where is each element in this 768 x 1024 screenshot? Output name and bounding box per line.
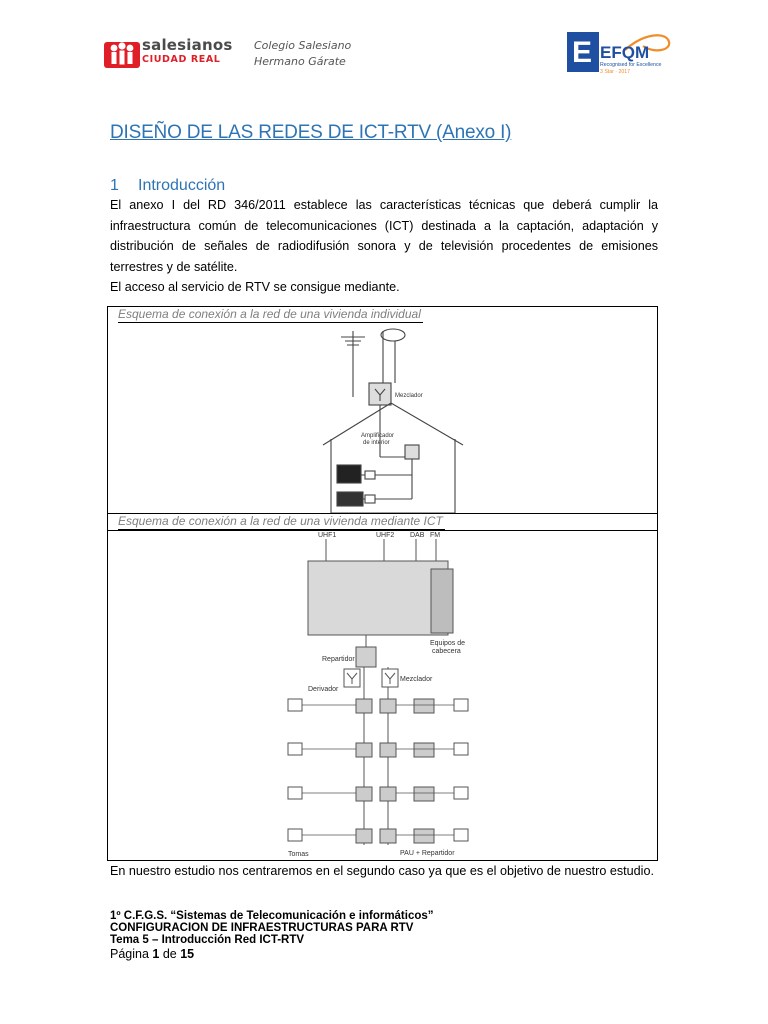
footer-module: CONFIGURACION DE INFRAESTRUCTURAS PARA RTV [110, 922, 414, 934]
fm-label: FM [430, 532, 441, 539]
page-current: 1 [152, 947, 160, 961]
school-name [254, 38, 351, 70]
efqm-logo [565, 28, 675, 86]
figure-2-caption: Esquema de conexión a la red de una vivienda mediante ICT [118, 514, 443, 528]
mixer-label: Mezclador [395, 393, 423, 399]
access-paragraph: El acceso al servicio de RTV se consigue mediante. [110, 280, 400, 294]
section-heading [110, 177, 225, 195]
page-title: DISEÑO DE LAS REDES DE ICT-RTV (Anexo I) [110, 122, 512, 143]
headend-label-2: cabecera [432, 648, 461, 655]
page-footer [110, 910, 434, 960]
figure-table [107, 306, 658, 861]
brand-city: CIUDAD REAL [142, 54, 221, 65]
section-number: 1 [110, 177, 119, 194]
ict-network-diagram [286, 529, 486, 859]
mixer-label: Mezclador [400, 676, 433, 683]
intro-paragraph: El anexo I del RD 346/2011 establece las características técnicas que deberá cumplir la infraestructura común de telecomunicaciones (ICT) destinada a la captación, adaptación y distribución de señales de radiodifusión sonora y de televisión procedentes de emisiones terrestres y de satélite. [110, 198, 658, 274]
efqm-subtitle: Recognised for Excellence [600, 62, 662, 68]
svg-text:E: E [572, 36, 593, 69]
headend-label-1: Equipos de [430, 640, 466, 647]
splitter-label: Repartidor [322, 656, 355, 663]
school-line-2: Hermano Gárate [254, 55, 346, 68]
amplifier-label-1: Amplificador [361, 433, 395, 439]
footer-course: 1º C.F.G.S. “Sistemas de Telecomunicación e informáticos” [110, 910, 434, 922]
uhf1-label: UHF1 [318, 532, 337, 539]
section-label: Introducción [138, 177, 226, 194]
dab-label: DAB [410, 532, 425, 539]
conclusion-paragraph: En nuestro estudio nos centraremos en el segundo caso ya que es el objetivo de nuestro estudio. [110, 864, 654, 878]
page-number [110, 948, 434, 960]
school-line-1: Colegio Salesiano [254, 39, 352, 52]
page-separator: de [159, 947, 181, 961]
salesianos-figures-icon [104, 34, 140, 70]
tap-label: Derivador [308, 686, 339, 693]
page-total: 15 [180, 947, 195, 961]
footer-topic: Tema 5 – Introducción Red ICT-RTV [110, 934, 305, 946]
individual-house-diagram [313, 327, 473, 513]
efqm-text: EFQM [600, 43, 650, 62]
pau-label: PAU + Repartidor [400, 850, 455, 857]
amplifier-label-2: de interior [363, 440, 390, 446]
efqm-stars: 3 Star · 2017 [600, 69, 630, 75]
floor-rows [288, 699, 468, 843]
outlets-label: Tomas [288, 851, 309, 858]
salesianos-logo [104, 34, 244, 70]
figure-1-caption: Esquema de conexión a la red de una vivienda individual [118, 307, 421, 321]
brand-name: salesianos [142, 36, 233, 54]
page-prefix: Página [110, 947, 153, 961]
uhf2-label: UHF2 [376, 532, 395, 539]
